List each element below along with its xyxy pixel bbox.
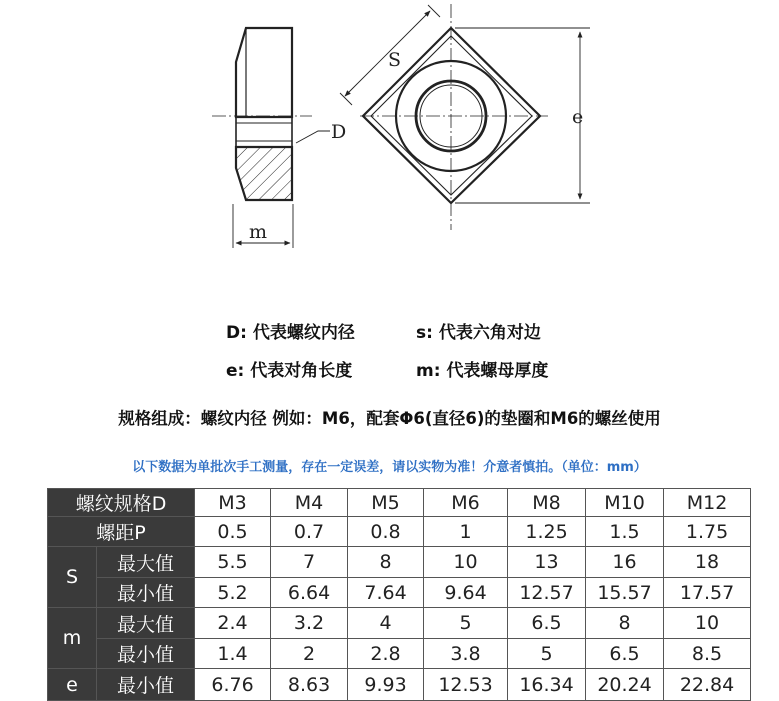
m-min-cell: 2.8 xyxy=(348,639,424,669)
nut-technical-drawing xyxy=(0,0,779,300)
legend-e xyxy=(226,356,352,381)
e-min-cell: 22.84 xyxy=(664,669,751,701)
legend-m xyxy=(416,356,548,381)
header-size-label: 螺纹规格D xyxy=(48,489,195,517)
e-min-cell: 20.24 xyxy=(586,669,664,701)
s-min-cell: 9.64 xyxy=(424,578,508,608)
size-cell: M8 xyxy=(508,489,586,517)
legend-s-text: 代表六角对边 xyxy=(438,323,541,343)
s-min-cell: 7.64 xyxy=(348,578,424,608)
m-min-cell: 8.5 xyxy=(664,639,751,669)
s-min-cell: 6.64 xyxy=(271,578,348,608)
pitch-cell: 1.75 xyxy=(664,517,751,547)
m-min-cell: 1.4 xyxy=(195,639,271,669)
pitch-cell: 1 xyxy=(424,517,508,547)
size-cell: M6 xyxy=(424,489,508,517)
m-max-cell: 3.2 xyxy=(271,608,348,639)
size-cell: M5 xyxy=(348,489,424,517)
pitch-cell: 1.25 xyxy=(508,517,586,547)
m-max-cell: 4 xyxy=(348,608,424,639)
s-min-label: 最小值 xyxy=(97,578,195,608)
m-max-cell: 2.4 xyxy=(195,608,271,639)
m-min-label: 最小值 xyxy=(97,639,195,669)
s-min-cell: 12.57 xyxy=(508,578,586,608)
m-min-cell: 5 xyxy=(508,639,586,669)
m-max-cell: 8 xyxy=(586,608,664,639)
s-max-cell: 18 xyxy=(664,547,751,578)
s-max-cell: 13 xyxy=(508,547,586,578)
s-max-label: 最大值 xyxy=(97,547,195,578)
measurement-note: 以下数据为单批次手工测量，存在一定误差，请以实物为准！介意者慎拍。（单位：mm） xyxy=(132,460,647,475)
legend-s-key: s: xyxy=(416,323,433,343)
s-max-cell: 7 xyxy=(271,547,348,578)
table-row-m-min xyxy=(48,639,751,669)
legend-e-text: 代表对角长度 xyxy=(250,361,353,381)
m-max-cell: 10 xyxy=(664,608,751,639)
m-min-cell: 6.5 xyxy=(586,639,664,669)
size-cell: M10 xyxy=(586,489,664,517)
nut-side-view xyxy=(212,28,330,248)
s-min-cell: 17.57 xyxy=(664,578,751,608)
size-cell: M3 xyxy=(195,489,271,517)
m-group-label: m xyxy=(48,608,97,669)
label-e: e xyxy=(572,106,584,128)
table-row-e-min xyxy=(48,669,751,701)
size-cell: M12 xyxy=(664,489,751,517)
legend-m-text: 代表螺母厚度 xyxy=(446,361,549,381)
table-row-s-max xyxy=(48,547,751,578)
table-row-s-min xyxy=(48,578,751,608)
m-max-label: 最大值 xyxy=(97,608,195,639)
legend-d-text: 代表螺纹内径 xyxy=(252,323,355,343)
m-min-cell: 3.8 xyxy=(424,639,508,669)
s-max-cell: 5.5 xyxy=(195,547,271,578)
e-group-label: e xyxy=(48,669,97,701)
e-min-cell: 8.63 xyxy=(271,669,348,701)
pitch-cell: 0.5 xyxy=(195,517,271,547)
legend-d-key: D: xyxy=(226,323,247,343)
e-min-cell: 12.53 xyxy=(424,669,508,701)
label-d: D xyxy=(331,121,347,143)
s-group-label: S xyxy=(48,547,97,608)
spec-composition-line: 规格组成：螺纹内径 例如：M6，配套Φ6(直径6)的垫圈和M6的螺丝使用 xyxy=(118,409,661,428)
e-min-cell: 16.34 xyxy=(508,669,586,701)
size-cell: M4 xyxy=(271,489,348,517)
table-row-pitch xyxy=(48,517,751,547)
spec-table xyxy=(47,488,751,701)
e-min-label: 最小值 xyxy=(97,669,195,701)
label-s: S xyxy=(388,49,402,71)
legend-m-key: m: xyxy=(416,361,441,381)
table-row-m-max xyxy=(48,608,751,639)
legend-e-key: e: xyxy=(226,361,245,381)
nut-front-view xyxy=(340,4,590,230)
pitch-cell: 0.8 xyxy=(348,517,424,547)
e-min-cell: 9.93 xyxy=(348,669,424,701)
s-min-cell: 15.57 xyxy=(586,578,664,608)
m-max-cell: 5 xyxy=(424,608,508,639)
m-min-cell: 2 xyxy=(271,639,348,669)
legend-d xyxy=(226,318,355,343)
pitch-label: 螺距P xyxy=(48,517,195,547)
e-min-cell: 6.76 xyxy=(195,669,271,701)
pitch-cell: 0.7 xyxy=(271,517,348,547)
pitch-cell: 1.5 xyxy=(586,517,664,547)
s-max-cell: 16 xyxy=(586,547,664,578)
m-max-cell: 6.5 xyxy=(508,608,586,639)
legend-s xyxy=(416,318,541,343)
table-row-size xyxy=(48,489,751,517)
s-min-cell: 5.2 xyxy=(195,578,271,608)
label-m: m xyxy=(249,221,268,243)
s-max-cell: 10 xyxy=(424,547,508,578)
s-max-cell: 8 xyxy=(348,547,424,578)
